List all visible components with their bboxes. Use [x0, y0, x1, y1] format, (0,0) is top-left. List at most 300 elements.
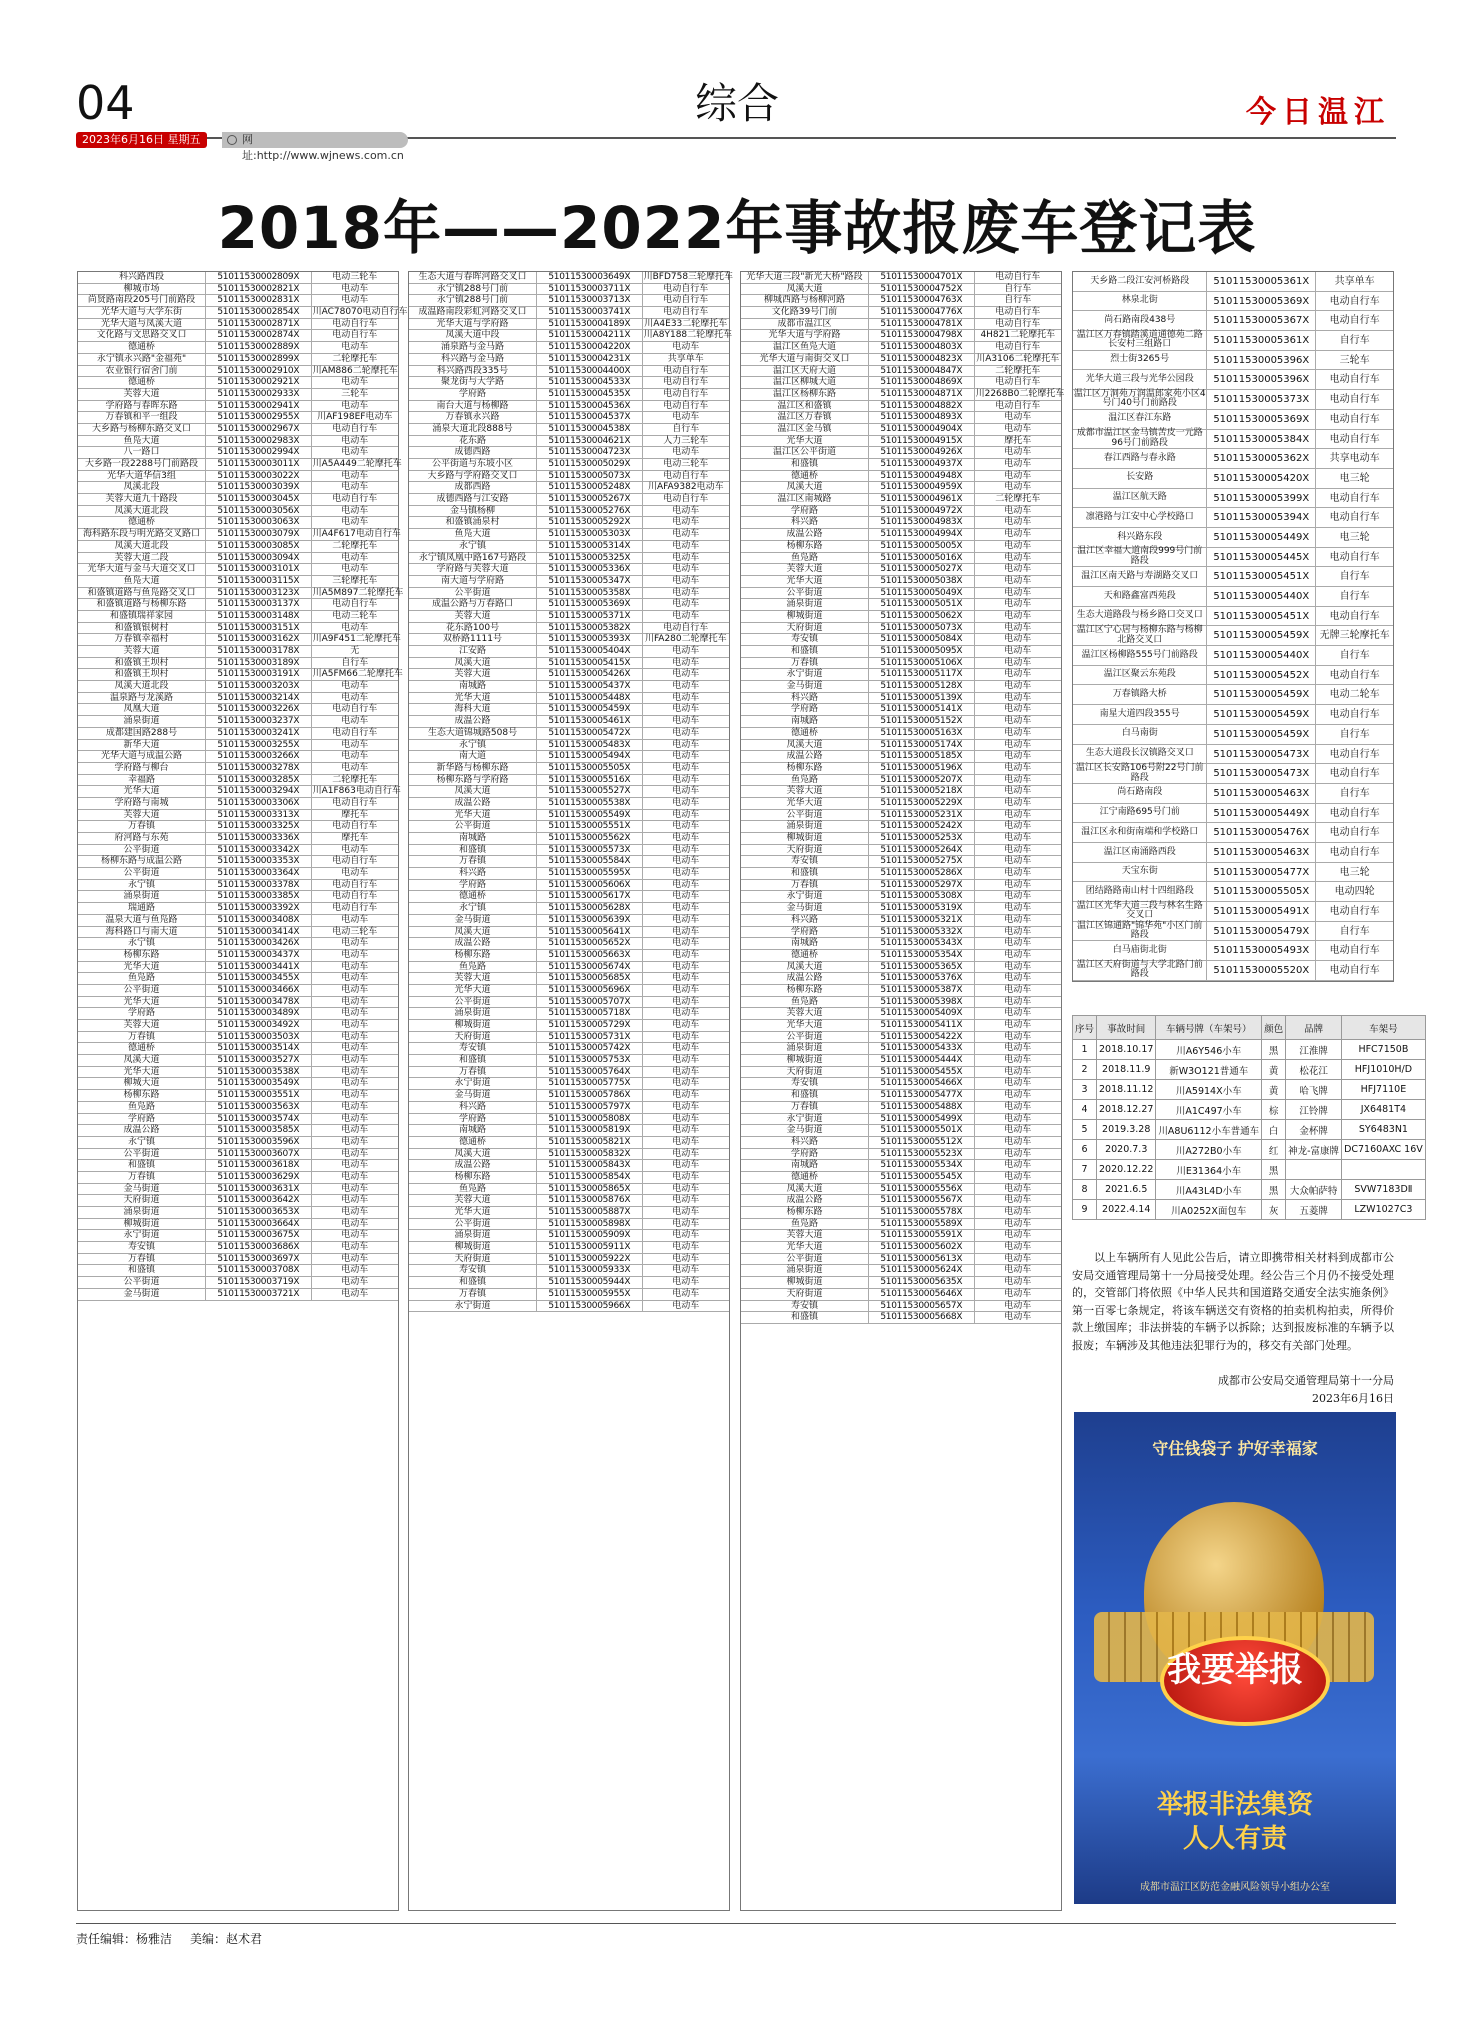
case-number-cell: 51011530003325X — [206, 821, 312, 832]
case-number-cell: 51011530005393X — [537, 634, 643, 645]
location-cell: 芙蓉大道 — [409, 611, 537, 622]
location-cell: 成温公路 — [409, 716, 537, 727]
table-row — [409, 553, 729, 565]
vehicle-type-cell: 电动车 — [672, 1055, 700, 1066]
table-row — [741, 891, 1061, 903]
location-cell: 成温公路 — [409, 938, 537, 949]
location-cell: 公平街道 — [741, 588, 869, 599]
location-cell: 德通桥 — [78, 1043, 206, 1054]
location-cell: 杨柳东路 — [409, 950, 537, 961]
case-number-cell: 51011530003721X — [206, 1289, 312, 1300]
table-row — [78, 821, 398, 833]
notice-org: 成都市公安局交通管理局第十一分局 — [1218, 1374, 1394, 1387]
location-cell: 聚龙街与大学路 — [409, 377, 537, 388]
vehicle-type-cell: 电动车 — [1004, 552, 1032, 563]
vehicle-type-cell: 电动车 — [341, 681, 369, 692]
vehicle-type-cell: 电动车 — [1004, 1148, 1032, 1159]
case-number-cell: 51011530005832X — [537, 1149, 643, 1160]
vehicle-type-cell: 自行车 — [1004, 283, 1032, 294]
vehicle-type-cell: 电动车 — [672, 1008, 700, 1019]
table-row — [409, 284, 729, 296]
table-row — [78, 868, 398, 880]
website-text: 网址:http://www.wjnews.com.cn — [242, 133, 404, 162]
registry-column-2 — [408, 271, 734, 1911]
location-cell: 鱼凫路 — [741, 1219, 869, 1230]
vehicle-type-cell: 电动车 — [1004, 1113, 1032, 1124]
location-cell: 凛港路与江安中心学校路口 — [1073, 508, 1207, 527]
vehicle-type-cell: 电动车 — [1004, 634, 1032, 645]
location-cell: 学府路 — [741, 927, 869, 938]
vehicle-type-cell: 自行车 — [1339, 571, 1370, 583]
vehicle-type-cell: 电动自行车 — [663, 283, 709, 294]
vehicle-type-cell: 电动自行车 — [663, 388, 709, 399]
location-cell: 南星大道四段355号 — [1073, 705, 1207, 724]
table-row — [409, 1160, 729, 1172]
vehicle-type-cell: 电动自行车 — [332, 903, 378, 914]
table-row — [409, 564, 729, 576]
case-number-cell: 51011530004533X — [537, 377, 643, 388]
location-cell: 金马街道 — [409, 915, 537, 926]
case-number-cell: 51011530003686X — [206, 1242, 312, 1253]
location-cell: 温江区杨柳路555号门前路段 — [1073, 646, 1207, 665]
location-cell: 永宁镇 — [78, 1137, 206, 1148]
case-number-cell: 51011530004983X — [869, 517, 975, 528]
case-number-cell: 51011530003336X — [206, 833, 312, 844]
table-cell: 江铃牌 — [1286, 1100, 1342, 1120]
location-cell: 永宁镇 — [409, 903, 537, 914]
vehicle-type-cell: 电动车 — [672, 1218, 700, 1229]
location-cell: 双桥路1111号 — [409, 634, 537, 645]
case-number-cell: 51011530003266X — [206, 751, 312, 762]
case-number-cell: 51011530003618X — [206, 1160, 312, 1171]
location-cell: 和盛镇 — [409, 1055, 537, 1066]
vehicle-type-cell: 电动车 — [672, 1277, 700, 1288]
location-cell: 和盛镇 — [741, 459, 869, 470]
table-row — [741, 1125, 1061, 1137]
vehicle-type-cell: 电动车 — [341, 517, 369, 528]
section-title: 综合 — [694, 79, 779, 128]
vehicle-type-cell: 电动车 — [341, 1101, 369, 1112]
case-number-cell: 51011530003191X — [206, 669, 312, 680]
vehicle-type-cell: 川FA280二轮摩托车 — [644, 634, 727, 645]
footer-editor: 责任编辑：杨雅洁 — [76, 1932, 173, 1946]
table-row — [409, 915, 729, 927]
case-number-cell: 51011530003313X — [206, 810, 312, 821]
vehicle-type-cell: 电动自行车 — [1329, 512, 1380, 524]
table-row — [409, 634, 729, 646]
vehicle-type-cell: 电动自行车 — [663, 295, 709, 306]
location-cell: 科兴路西段335号 — [409, 366, 537, 377]
location-cell: 南城路 — [741, 938, 869, 949]
vehicle-type-cell: 电动自行车 — [332, 494, 378, 505]
location-cell: 万春镇 — [409, 1289, 537, 1300]
vehicle-type-cell: 电动车 — [672, 1242, 700, 1253]
location-cell: 鱼凫路 — [409, 1184, 537, 1195]
location-cell: 鱼凫路 — [409, 962, 537, 973]
vehicle-type-cell: 自行车 — [672, 423, 700, 434]
location-cell: 凤溪大道 — [741, 482, 869, 493]
location-cell: 学府路 — [78, 1008, 206, 1019]
location-cell: 光华大道 — [409, 693, 537, 704]
vehicle-type-cell: 电动车 — [1004, 1066, 1032, 1077]
vehicle-type-cell: 电动车 — [341, 1090, 369, 1101]
case-number-cell: 51011530004893X — [869, 412, 975, 423]
location-cell: 永宁镇288号门前 — [409, 295, 537, 306]
case-number-cell: 51011530005685X — [537, 973, 643, 984]
table-row — [741, 1277, 1061, 1289]
table-row — [409, 1289, 729, 1301]
table-row — [78, 330, 398, 342]
location-cell: 和盛镇道路与杨柳东路 — [78, 599, 206, 610]
vehicle-type-cell: 电动自行车 — [663, 377, 709, 388]
case-number-cell: 51011530003101X — [206, 564, 312, 575]
table-row — [78, 716, 398, 728]
table-row — [741, 541, 1061, 553]
vehicle-type-cell: 电动车 — [1004, 949, 1032, 960]
location-cell: 光华大道三段"新光大桥"路段 — [741, 272, 869, 283]
location-cell: 金马街道 — [78, 1289, 206, 1300]
vehicle-type-cell: 电动车 — [1004, 1300, 1032, 1311]
table-row — [78, 903, 398, 915]
location-cell: 永宁街道 — [409, 1301, 537, 1312]
table-row — [78, 704, 398, 716]
vehicle-type-cell: 电动车 — [1004, 1312, 1032, 1323]
case-number-cell: 51011530002854X — [206, 307, 312, 318]
vehicle-type-cell: 电动车 — [1004, 704, 1032, 715]
poster-slogan-line-1: 举报非法集资 — [1156, 1790, 1313, 1820]
table-row — [78, 880, 398, 892]
case-number-cell: 51011530005505X — [1207, 882, 1316, 901]
table-row — [409, 786, 729, 798]
table-row — [78, 576, 398, 588]
table-row — [1073, 725, 1393, 745]
vehicle-type-cell: 二轮摩托车 — [995, 365, 1041, 376]
location-cell: 德通桥 — [741, 471, 869, 482]
vehicle-type-cell: 电动车 — [1004, 1265, 1032, 1276]
case-number-cell: 51011530004961X — [869, 494, 975, 505]
table-row — [78, 447, 398, 459]
table-row — [78, 506, 398, 518]
table-row — [78, 927, 398, 939]
location-cell: 学府路与南城 — [78, 798, 206, 809]
table-row — [741, 424, 1061, 436]
case-number-cell: 51011530005319X — [869, 903, 975, 914]
case-number-cell: 51011530005775X — [537, 1078, 643, 1089]
vehicle-type-cell: 4H821二轮摩托车 — [980, 330, 1056, 341]
case-number-cell: 51011530003162X — [206, 634, 312, 645]
vehicle-type-cell: 电动自行车 — [332, 599, 378, 610]
case-number-cell: 51011530005084X — [869, 634, 975, 645]
case-number-cell: 51011530003455X — [206, 973, 312, 984]
case-number-cell: 51011530005584X — [537, 856, 643, 867]
location-cell: 温江区南涌路西段 — [1073, 843, 1207, 862]
case-number-cell: 51011530003137X — [206, 599, 312, 610]
case-number-cell: 51011530005459X — [1207, 626, 1316, 645]
table-row — [1073, 449, 1393, 469]
case-number-cell: 51011530005440X — [1207, 646, 1316, 665]
vehicle-type-cell: 电动自行车 — [1329, 768, 1380, 780]
table-row — [78, 1067, 398, 1079]
case-number-cell: 51011530005106X — [869, 658, 975, 669]
case-number-cell: 51011530005459X — [1207, 725, 1316, 744]
vehicle-type-cell: 电动车 — [341, 914, 369, 925]
case-number-cell: 51011530005955X — [537, 1289, 643, 1300]
case-number-cell: 51011530003178X — [206, 646, 312, 657]
table-cell: 川A43L4D小车 — [1156, 1180, 1262, 1200]
table-row — [741, 599, 1061, 611]
case-number-cell: 51011530004538X — [537, 424, 643, 435]
location-cell: 光华大道与南街交叉口 — [741, 354, 869, 365]
table-row — [78, 284, 398, 296]
table-row — [78, 1090, 398, 1102]
table-row — [78, 517, 398, 529]
vehicle-type-cell: 电动车 — [1004, 926, 1032, 937]
vehicle-type-cell: 电动自行车 — [995, 307, 1041, 318]
vehicle-type-cell: 电动车 — [1004, 751, 1032, 762]
case-number-cell: 51011530005415X — [537, 658, 643, 669]
table-row — [741, 611, 1061, 623]
location-cell: 学府路 — [409, 1114, 537, 1125]
vehicle-type-cell: 电动车 — [1004, 564, 1032, 575]
case-number-cell: 51011530005365X — [869, 962, 975, 973]
case-number-cell: 51011530005449X — [1207, 528, 1316, 547]
case-number-cell: 51011530003189X — [206, 658, 312, 669]
vehicle-type-cell: 电动自行车 — [663, 470, 709, 481]
case-number-cell: 51011530003441X — [206, 962, 312, 973]
case-number-cell: 51011530005095X — [869, 646, 975, 657]
table-row — [409, 1219, 729, 1231]
case-number-cell: 51011530005663X — [537, 950, 643, 961]
table-row — [741, 833, 1061, 845]
vehicle-type-cell: 电动车 — [672, 704, 700, 715]
case-number-cell: 51011530005455X — [869, 1067, 975, 1078]
location-cell: 南大道 — [409, 751, 537, 762]
table-row — [78, 295, 398, 307]
case-number-cell: 51011530004882X — [869, 401, 975, 412]
accident-vehicle-table — [1072, 1015, 1426, 1220]
location-cell: 成温公路 — [409, 798, 537, 809]
vehicle-type-cell: 电动车 — [341, 1242, 369, 1253]
vehicle-type-cell: 电动车 — [341, 751, 369, 762]
vehicle-type-cell: 二轮摩托车 — [332, 540, 378, 551]
case-number-cell: 51011530002871X — [206, 319, 312, 330]
location-cell: 生态大道段长汉镇路交叉口 — [1073, 745, 1207, 764]
case-number-cell: 51011530005231X — [869, 810, 975, 821]
table-row — [741, 950, 1061, 962]
location-cell: 科兴路 — [741, 1137, 869, 1148]
table-row — [1073, 902, 1393, 922]
location-cell: 成温公路 — [78, 1125, 206, 1136]
vehicle-type-cell: 川A5FM66二轮摩托车 — [312, 669, 403, 680]
case-number-cell: 51011530005027X — [869, 564, 975, 575]
vehicle-type-cell: 电动车 — [672, 540, 700, 551]
table-row — [78, 786, 401, 798]
vehicle-type-cell: 电动车 — [1004, 809, 1032, 820]
table-cell: 2018.11.12 — [1097, 1080, 1156, 1100]
location-cell: 温江区聚云东苑段 — [1073, 666, 1207, 685]
location-cell: 温江区天府大道 — [741, 366, 869, 377]
location-cell: 科兴路西段 — [78, 272, 206, 283]
table-row — [78, 1149, 398, 1161]
case-number-cell: 51011530005073X — [537, 471, 643, 482]
location-cell: 烈士街3265号 — [1073, 351, 1207, 370]
location-cell: 杨柳东路 — [78, 1090, 206, 1101]
vehicle-type-cell: 电动车 — [341, 435, 369, 446]
location-cell: 金马街道 — [78, 1184, 206, 1195]
location-cell: 温江区公平街道 — [741, 447, 869, 458]
location-cell: 杨柳东路 — [409, 1172, 537, 1183]
location-cell: 花东路100号 — [409, 623, 537, 634]
vehicle-type-cell: 共享单车 — [667, 353, 704, 364]
vehicle-type-cell: 电动车 — [1004, 797, 1032, 808]
vehicle-type-cell: 电动车 — [672, 447, 700, 458]
location-cell: 芙蓉大道 — [741, 1230, 869, 1241]
table-row — [409, 927, 729, 939]
case-number-cell: 51011530004231X — [537, 354, 643, 365]
location-cell: 柳城街道 — [409, 1242, 537, 1253]
table-row — [78, 962, 398, 974]
location-cell: 涌泉街道 — [409, 1008, 537, 1019]
location-cell: 万春镇永兴路 — [409, 412, 537, 423]
vehicle-type-cell: 电动车 — [1004, 1101, 1032, 1112]
table-row — [78, 658, 398, 670]
table-row — [409, 412, 729, 424]
vehicle-type-cell: 电动车 — [341, 1031, 369, 1042]
vehicle-type-cell: 电动车 — [341, 1136, 369, 1147]
location-cell: 光华大道三段与光华公园段 — [1073, 370, 1207, 389]
case-number-cell: 51011530005398X — [869, 997, 975, 1008]
table-row — [409, 1102, 729, 1114]
table-cell: 川A1C497小车 — [1156, 1100, 1262, 1120]
location-cell: 温江区天府街道与大学北路门前路段 — [1073, 961, 1207, 980]
table-row — [741, 973, 1061, 985]
location-cell: 成温公路 — [409, 1160, 537, 1171]
table-cell: 黄 — [1262, 1080, 1286, 1100]
location-cell: 生态大道路段与杨乡路口交叉口 — [1073, 607, 1207, 626]
location-cell: 和盛镇 — [741, 868, 869, 879]
case-number-cell: 51011530005451X — [1207, 607, 1316, 626]
vehicle-type-cell: 电动车 — [672, 1207, 700, 1217]
case-number-cell: 51011530005420X — [1207, 469, 1316, 488]
footer-rule — [76, 1923, 1396, 1924]
vehicle-type-cell: 电动车 — [1004, 517, 1032, 528]
case-number-cell: 51011530005139X — [869, 693, 975, 704]
table-row — [78, 798, 398, 810]
case-number-cell: 51011530003708X — [206, 1265, 312, 1276]
table-cell: 哈飞牌 — [1286, 1080, 1342, 1100]
case-number-cell: 51011530005387X — [869, 985, 975, 996]
website-link[interactable] — [222, 132, 408, 162]
table-row — [409, 856, 729, 868]
vehicle-type-cell: 电动车 — [672, 1136, 700, 1147]
table-row — [741, 810, 1061, 822]
location-cell: 温江区杨柳东路 — [741, 389, 869, 400]
vehicle-type-cell: 电动三轮车 — [332, 272, 378, 282]
table-row — [741, 997, 1061, 1009]
location-cell: 光华大道 — [741, 436, 869, 447]
vehicle-type-cell: 川A3106二轮摩托车 — [976, 353, 1060, 364]
table-row — [78, 424, 398, 436]
table-row — [1073, 685, 1393, 705]
vehicle-type-cell: 电动车 — [341, 1113, 369, 1124]
table-cell: LZW1027C3 — [1342, 1200, 1426, 1220]
case-number-cell: 51011530003063X — [206, 517, 312, 528]
vehicle-type-cell: 电动车 — [1004, 762, 1032, 773]
location-cell: 光华大道 — [78, 997, 206, 1008]
vehicle-type-cell: 共享单车 — [1334, 276, 1375, 287]
case-number-cell: 51011530005275X — [869, 856, 975, 867]
location-cell: 永宁镇 — [78, 938, 206, 949]
table-row — [741, 354, 1061, 366]
location-cell: 永宁街道 — [409, 1078, 537, 1089]
location-cell: 光华大道 — [741, 798, 869, 809]
table-cell: 2022.4.14 — [1097, 1200, 1156, 1220]
table-row — [409, 506, 729, 518]
table-row — [78, 891, 398, 903]
table-cell: 2 — [1073, 1060, 1097, 1080]
location-cell: 天乡路二段江安河桥路段 — [1073, 272, 1207, 291]
case-number-cell: 51011530003342X — [206, 845, 312, 856]
location-cell: 光华大道 — [741, 1242, 869, 1253]
location-cell: 公平街道 — [409, 997, 537, 1008]
table-row — [409, 517, 729, 529]
vehicle-type-cell: 电动车 — [672, 797, 700, 808]
location-cell: 涌泉街道 — [741, 599, 869, 610]
location-cell: 温江区金马镇 — [741, 424, 869, 435]
table-row — [1073, 843, 1393, 863]
vehicle-type-cell: 川AF198EF电动车 — [317, 412, 393, 423]
vehicle-type-cell: 电动车 — [1004, 1183, 1032, 1194]
location-cell: 公平街道与东坡小区 — [409, 459, 537, 470]
case-number-cell: 51011530005477X — [1207, 863, 1316, 882]
location-cell: 大乡路与杨柳东路交叉口 — [78, 424, 206, 435]
table-row — [409, 459, 729, 471]
location-cell: 大乡路一段2288号门前路段 — [78, 459, 206, 470]
table-row — [741, 1312, 1061, 1324]
table-row — [78, 763, 398, 775]
case-number-cell: 51011530003079X — [206, 529, 312, 540]
table-row — [78, 646, 398, 658]
case-number-cell: 51011530005267X — [537, 494, 643, 505]
vehicle-type-cell: 电动自行车 — [995, 272, 1041, 282]
case-number-cell: 51011530005404X — [537, 646, 643, 657]
case-number-cell: 51011530003549X — [206, 1078, 312, 1089]
location-cell: 公平街道 — [78, 868, 206, 879]
location-cell: 白马南街 — [1073, 725, 1207, 744]
case-number-cell: 51011530003353X — [206, 856, 312, 867]
case-number-cell: 51011530004781X — [869, 319, 975, 330]
location-cell: 柳城街道 — [409, 1020, 537, 1031]
location-cell: 成温公路 — [741, 973, 869, 984]
table-row — [78, 693, 398, 705]
case-number-cell: 51011530005444X — [869, 1055, 975, 1066]
case-number-cell: 51011530005440X — [1207, 587, 1316, 606]
table-row — [741, 295, 1061, 307]
case-number-cell: 51011530004869X — [869, 377, 975, 388]
case-number-cell: 51011530003527X — [206, 1055, 312, 1066]
case-number-cell: 51011530003563X — [206, 1102, 312, 1113]
location-cell: 涌泉街道 — [78, 891, 206, 902]
case-number-cell: 51011530005854X — [537, 1172, 643, 1183]
table-row — [741, 1184, 1061, 1196]
table-row — [409, 1254, 729, 1266]
vehicle-type-cell: 川A5A449二轮摩托车 — [312, 459, 402, 469]
table-row — [78, 669, 403, 681]
vehicle-type-cell: 自行车 — [1339, 591, 1370, 602]
vehicle-type-cell: 电动车 — [341, 1043, 369, 1054]
vehicle-type-cell: 电动车 — [341, 1066, 369, 1077]
vehicle-type-cell: 电动车 — [672, 879, 700, 890]
